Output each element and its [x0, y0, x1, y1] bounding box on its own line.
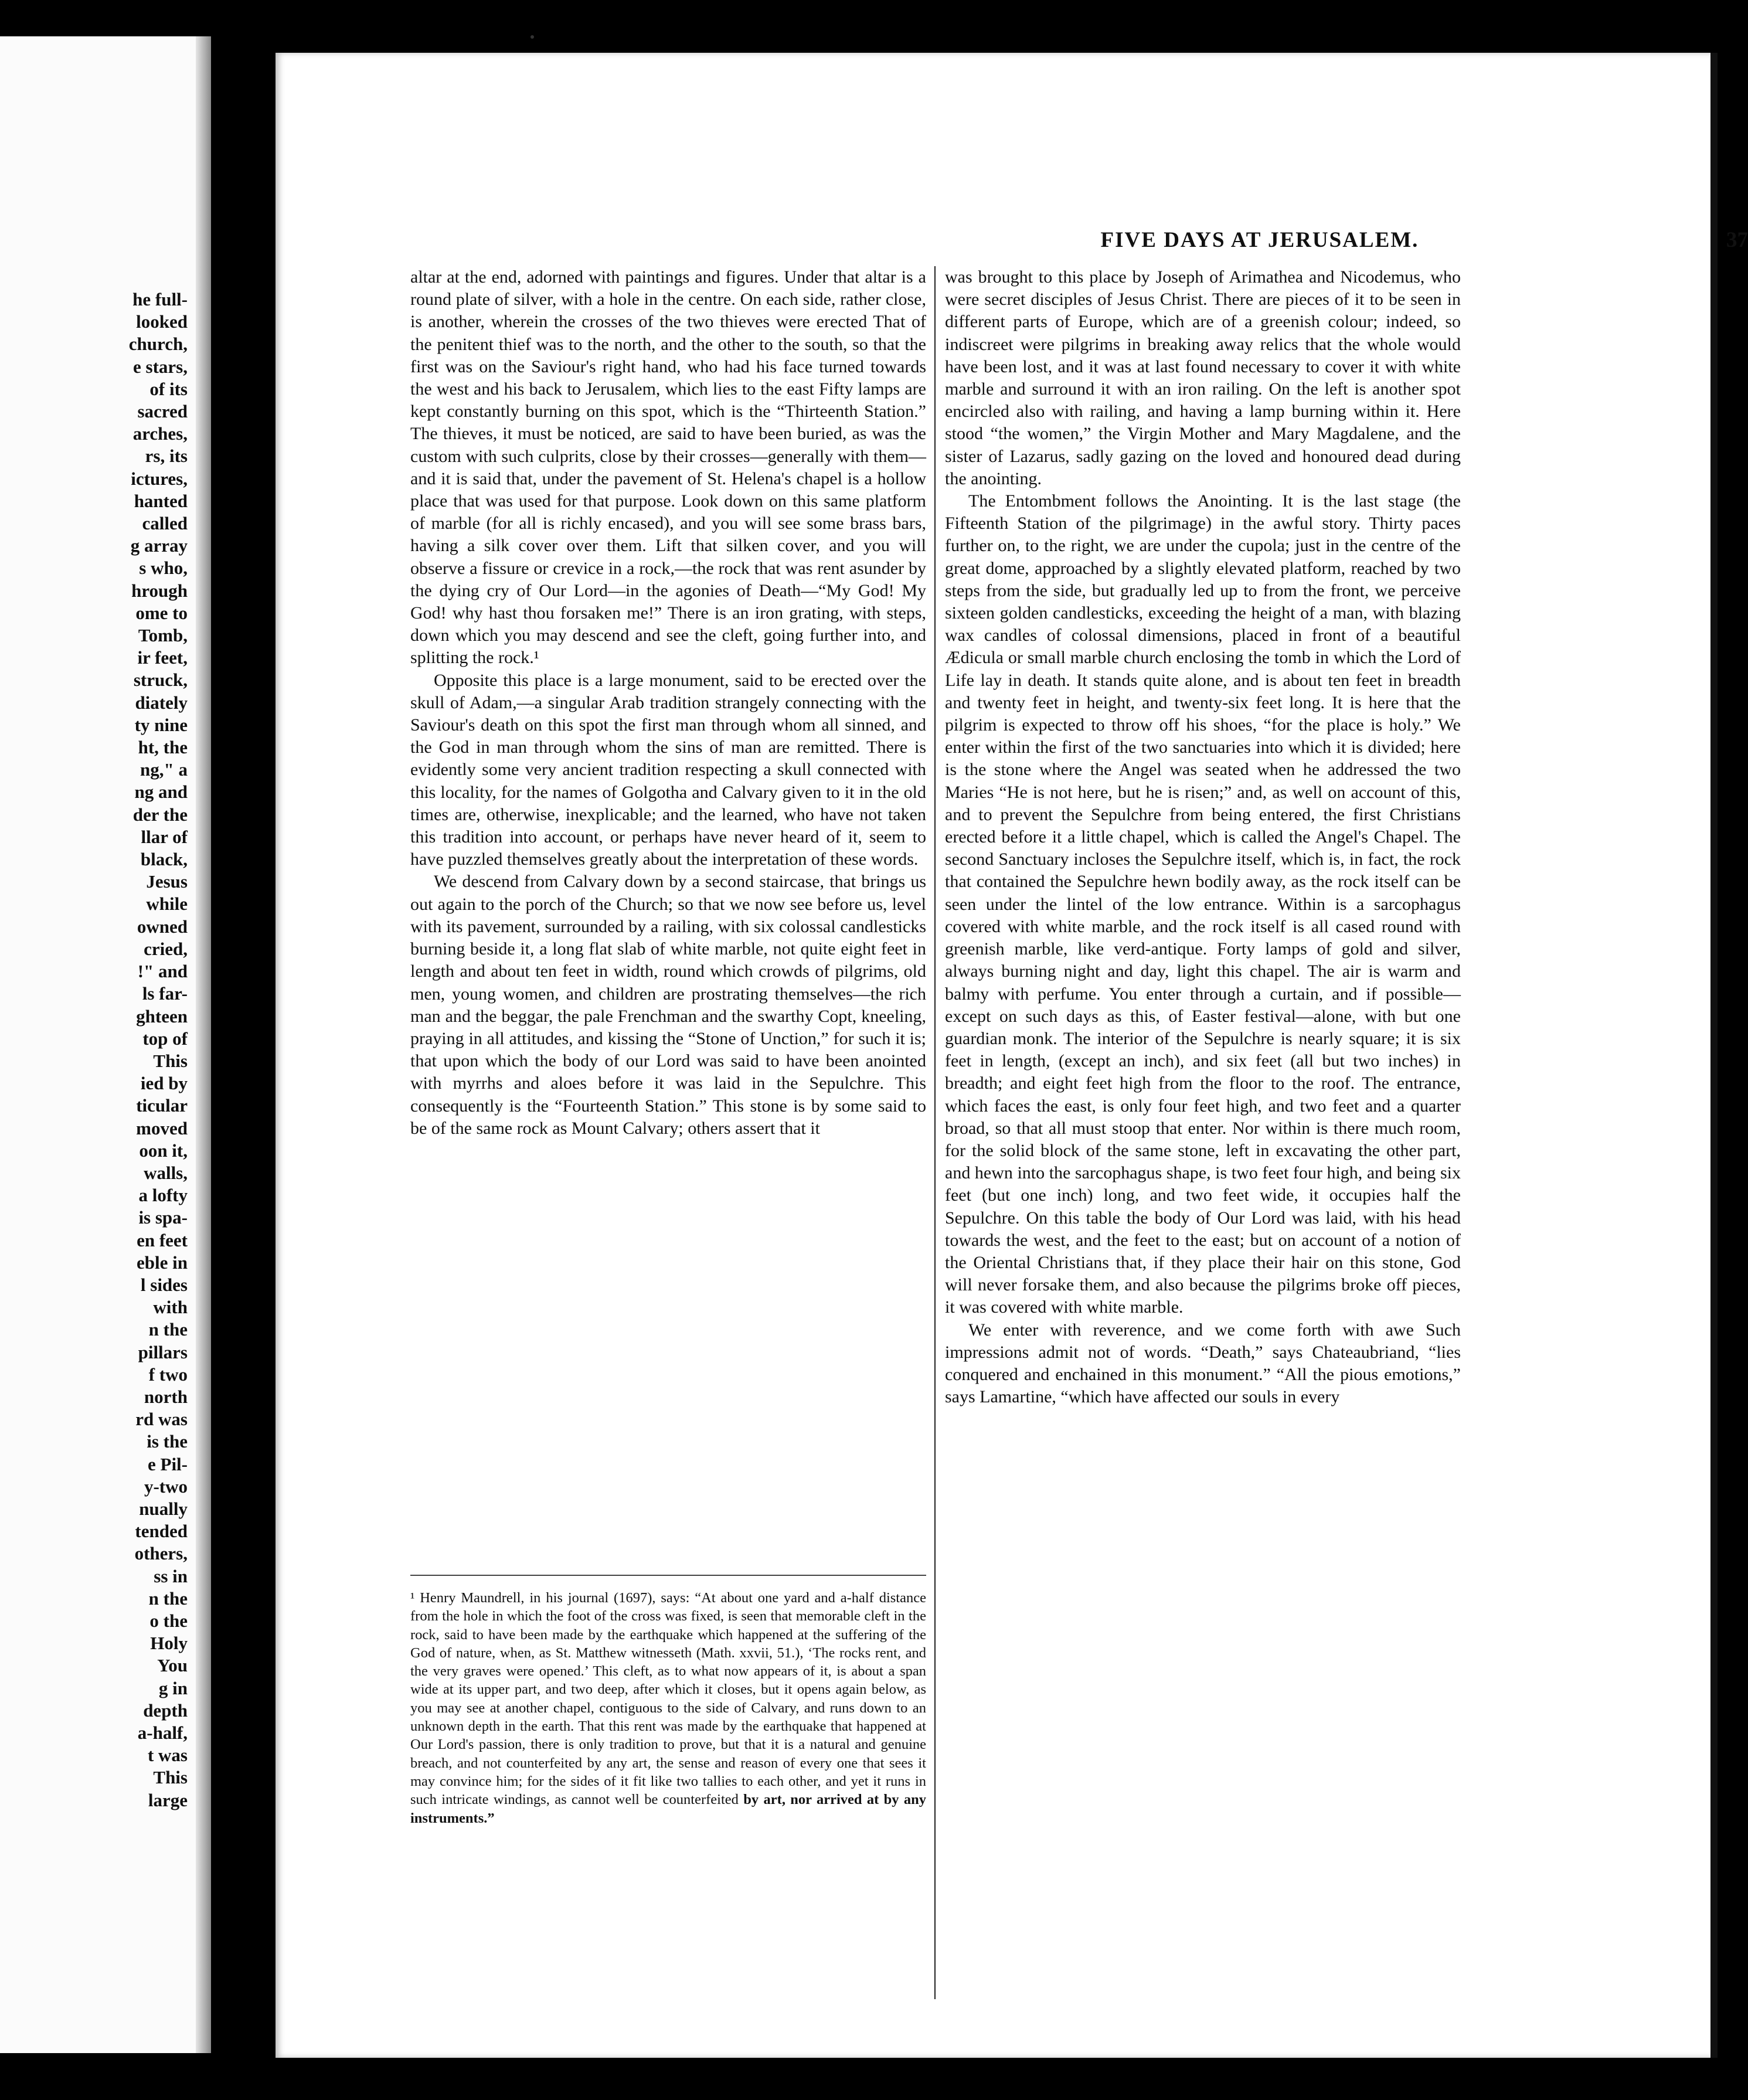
left-column	[410, 266, 926, 1140]
facing-page-line: tended	[135, 1521, 188, 1542]
facing-page-line: der the	[132, 804, 188, 825]
facing-page-line: e Pil-	[148, 1453, 188, 1474]
facing-page-line: g array	[130, 535, 188, 556]
facing-page-line: n the	[148, 1588, 188, 1609]
footnote-last-line: by art, nor arrived at by any instruments.”	[410, 1792, 927, 1826]
facing-page-line: !" and	[137, 961, 188, 982]
facing-page-line: struck,	[133, 670, 188, 691]
facing-page-line: hanted	[134, 490, 188, 511]
facing-page-line: ty nine	[134, 714, 188, 735]
facing-page-line: Jesus	[146, 871, 188, 892]
facing-page-line: while	[146, 893, 188, 915]
paragraph: was brought to this place by Joseph of Arimathea and Nicodemus, who were secret disciples of Jesus Christ. There are pieces of it to be seen in different parts of Europe, which are of a greenish colour; indeed, so indiscreet were pilgrims in breaking away relics that the whole would have been lost, and it was at last found necessary to cover it with white marble and surround it with an iron railing. On the left is another spot encircled also with railing, and having a lamp burning within it. Here stood “the women,” the Virgin Mother and Mary Magdalene, and the sister of Lazarus, sadly gazing on the loved and honoured dead during the anointing.	[945, 267, 1461, 488]
facing-page-line: rs, its	[145, 446, 188, 467]
facing-page-line: t was	[147, 1745, 188, 1766]
facing-page-line: owned	[137, 916, 188, 937]
facing-page-line: moved	[136, 1117, 188, 1139]
facing-page-line: hrough	[131, 580, 188, 601]
facing-page-line: ghteen	[136, 1005, 188, 1027]
facing-page-line: This	[153, 1050, 188, 1071]
facing-page-line: llar of	[141, 826, 188, 847]
facing-page-line: en feet	[137, 1229, 188, 1251]
scan-speck	[530, 35, 534, 39]
facing-page-line: y-two	[144, 1476, 188, 1497]
facing-page-line: e stars,	[133, 356, 188, 377]
facing-page-line: looked	[136, 311, 188, 332]
facing-page-line: ss in	[154, 1565, 188, 1586]
facing-page-line: This	[153, 1767, 188, 1788]
footnote	[410, 1589, 926, 1827]
book-gutter	[196, 36, 211, 2053]
footnote-text: ¹ Henry Maundrell, in his journal (1697), says: “At about one yard and a-half distance from the hole in which the foot of the cross was fixed, is seen that memorable cleft in the rock, said to have been made by the earthquake which happened at the suffering of the God of nature, when, as St. Matthew witnesseth (Math. xxvii, 51.), ‘The rocks rent, and the very graves were opened.’ This cleft, as to what now appears of it, is about a span wide at its upper part, and two deep, after which it closes, but it opens again below, as you may see at another chapel, contiguous to the side of Calvary, and runs down to an unknown depth in the earth. That this rent was made by the earthquake that happened at Our Lord's passion, there is only tradition to prove, but that it is a natural and genuine breach, and not counterfeited by any art, the sense and reason of every one that sees it may convince him; for the sides of it fit like two tallies to each other, and yet it runs in such intricate windings, as cannot well be counterfeited	[410, 1590, 926, 1808]
running-title: FIVE DAYS AT JERUSALEM.	[1100, 228, 1419, 252]
facing-page-line: Tomb,	[138, 625, 188, 646]
right-column	[945, 266, 1461, 1408]
facing-page-line: a-half,	[137, 1722, 188, 1743]
page-number: 37	[1726, 228, 1748, 252]
facing-page-line: others,	[134, 1543, 188, 1564]
footnote-rule	[410, 1575, 926, 1576]
facing-page-line: ome to	[135, 602, 188, 623]
facing-page-line: ied by	[140, 1073, 188, 1094]
page-gap	[211, 0, 276, 2100]
facing-page-line: diately	[135, 692, 188, 713]
facing-page-line: ng and	[134, 781, 188, 803]
facing-page-line: is spa-	[138, 1207, 188, 1228]
facing-page-line: ticular	[136, 1095, 188, 1116]
column-rule	[934, 266, 936, 1999]
book-page	[276, 53, 1748, 2058]
paragraph: The Entombment follows the Anointing. It is the last stage (the Fifteenth Station of the pilgrimage) in the awful story. Thirty paces further on, to the right, we are under the cupola; just in the centre of the great dome, approached by a slightly elevated platform, reached by two steps from the side, but gradually led up to from the front, we perceive sixteen golden candlesticks, exceeding the height of a man, with blazing wax candles of colossal dimensions, placed in front of a beautiful Ædicula or small marble church enclosing the tomb in which the Lord of Life lay in death. It stands quite alone, and is about ten feet in breadth and twenty feet in height, and twenty-six feet long. It is here that the pilgrim is expected to throw off his shoes, “for the place is holy.” We enter within the first of the two sanctuaries into which it is divided; here is the stone where the Angel was seated when he addressed the two Maries “He is not here, but he is risen;” and, as well on account of this, and to prevent the Sepulchre from being entered, the first Christians erected before it a little chapel, which is called the Angel's Chapel. The second Sanctuary incloses the Sepulchre itself, which is, in fact, the rock that contained the Sepulchre hewn bodily away, as the rock itself can be seen under the lintel of the low entrance. Within is a sarcophagus covered with white marble, and the rock itself is all cased round with greenish marble, like verd-antique. Forty lamps of gold and silver, always burning night and day, light this chapel. The air is warm and balmy with perfume. You enter through a curtain, and if possible—except on such days as this, of Easter festival—alone, with but one guardian monk. The interior of the Sepulchre is nearly square; it is six feet in length, (except an inch), and six feet (all but two inches) in breadth; and eight feet high from the floor to the roof. The entrance, which faces the east, is only four feet high, and two feet and a quarter broad, so that all must stoop that enter. Nor within is there much room, for the solid block of the same stone, left in excavating the other part, and hewn into the sarcophagus shape, is two feet four high, and being six feet (but one inch) long, and two feet wide, it occupies half the Sepulchre. On this table the body of Our Lord was laid, with his head towards the west, and the feet to the east; but on account of a notion of the Oriental Christians that, if they place their hair on this stone, God will never forsake them, and also because the pilgrims broke off pieces, it was covered with white marble.	[945, 491, 1461, 1317]
facing-page-line: black,	[140, 849, 188, 870]
facing-page-fragment	[0, 36, 211, 2053]
facing-page-line: he full-	[132, 289, 188, 310]
facing-page-line: You	[157, 1655, 188, 1676]
facing-page-line: church,	[128, 334, 188, 355]
facing-page-line: a lofty	[138, 1185, 188, 1206]
facing-page-line: eble in	[137, 1252, 188, 1273]
facing-page-line: of its	[149, 378, 188, 399]
paragraph: Opposite this place is a large monument, said to be erected over the skull of Adam,—a singular Arab tradition strangely connecting with the Saviour's death on this spot the first man through whom all sinned, and the God in man through whom the sins of man are remitted. There is evidently some very ancient tradition respecting a skull connected with this locality, for the names of Golgotha and Calvary given to it in the old times are, otherwise, inexplicable; and the learned, who have not taken this tradition into account, or perhaps have never heard of it, seem to have puzzled themselves greatly about the interpretation of these words.	[410, 670, 926, 869]
page-edge	[1710, 53, 1718, 2058]
paragraph: altar at the end, adorned with paintings and figures. Under that altar is a round plate of silver, with a hole in the centre. On each side, rather close, is another, wherein the crosses of the two thieves were erected That of the penitent thief was to the north, and the other to the south, so that the first was on the Saviour's right hand, who had his face turned towards the west and his back to Jerusalem, which lies to the east Fifty lamps are kept constantly burning on this spot, which is the “Thirteenth Station.” The thieves, it must be noticed, are said to have been buried, as was the custom with such culprits, close by their crosses—generally with them—and it is said that, under the pavement of St. Helena's chapel is a hollow place that was used for that purpose. Look down on this same platform of marble (for all is richly encased), and you will see some brass bars, having a silk cover over them. Lift that silken cover, and you will observe a fissure or crevice in a rock,—the rock that was rent asunder by the dying cry of Our Lord—in the agonies of Death—“My God! My God! why hast thou forsaken me!” There is an iron grating, with steps, down which you may descend and see the cleft, going further into, and splitting the rock.¹	[410, 267, 926, 668]
facing-page-line: sacred	[137, 401, 188, 422]
facing-page-line: s who,	[139, 558, 188, 579]
paragraph: We enter with reverence, and we come forth with awe Such impressions admit not of words. “Death,” says Chateaubriand, “lies conquered and enchained in this monument.” “All the pious emotions,” says Lamartine, “which have affected our souls in every	[945, 1320, 1461, 1407]
facing-page-line: ir feet,	[137, 647, 188, 668]
facing-page-line: ictures,	[131, 468, 188, 489]
facing-page-line: called	[142, 513, 188, 534]
facing-page-line: l sides	[140, 1274, 188, 1295]
facing-page-line: large	[148, 1789, 188, 1810]
facing-page-line: pillars	[138, 1341, 188, 1362]
running-head	[771, 227, 1748, 257]
facing-page-text	[129, 288, 188, 1812]
facing-page-line: o the	[149, 1610, 188, 1631]
facing-page-line: ng," a	[140, 759, 188, 780]
facing-page-line: arches,	[132, 423, 188, 444]
facing-page-line: top of	[142, 1028, 188, 1049]
facing-page-line: g in	[158, 1677, 188, 1698]
facing-page-line: ht, the	[138, 737, 188, 758]
facing-page-line: depth	[143, 1700, 188, 1721]
facing-page-line: cried,	[144, 938, 188, 959]
facing-page-line: n the	[148, 1319, 188, 1340]
facing-page-line: Holy	[150, 1633, 188, 1654]
facing-page-line: ls far-	[142, 983, 188, 1004]
facing-page-line: rd was	[135, 1409, 188, 1430]
facing-page-line: nually	[139, 1498, 188, 1519]
facing-page-line: with	[153, 1297, 188, 1318]
facing-page-line: oon it,	[139, 1140, 188, 1161]
facing-page-line: f two	[148, 1364, 188, 1385]
facing-page-line: walls,	[144, 1162, 188, 1183]
paragraph: We descend from Calvary down by a second staircase, that brings us out again to the porch of the Church; so that we now see before us, level with its pavement, surrounded by a railing, with six colossal candlesticks burning beside it, a long flat slab of white marble, not quite eight feet in length and about ten feet in width, round which crowds of pilgrims, old men, young women, and children are prostrating themselves—the rich man and the beggar, the pale Frenchman and the swarthy Copt, kneeling, praying in all attitudes, and kissing the “Stone of Unction,” for such it is; that upon which the body of our Lord was said to have been anointed with myrrhs and aloes before it was laid in the Sepulchre. This consequently is the “Fourteenth Station.” This stone is by some said to be of the same rock as Mount Calvary; others assert that it	[410, 872, 926, 1138]
facing-page-line: is the	[147, 1431, 188, 1452]
facing-page-line: north	[144, 1386, 188, 1407]
